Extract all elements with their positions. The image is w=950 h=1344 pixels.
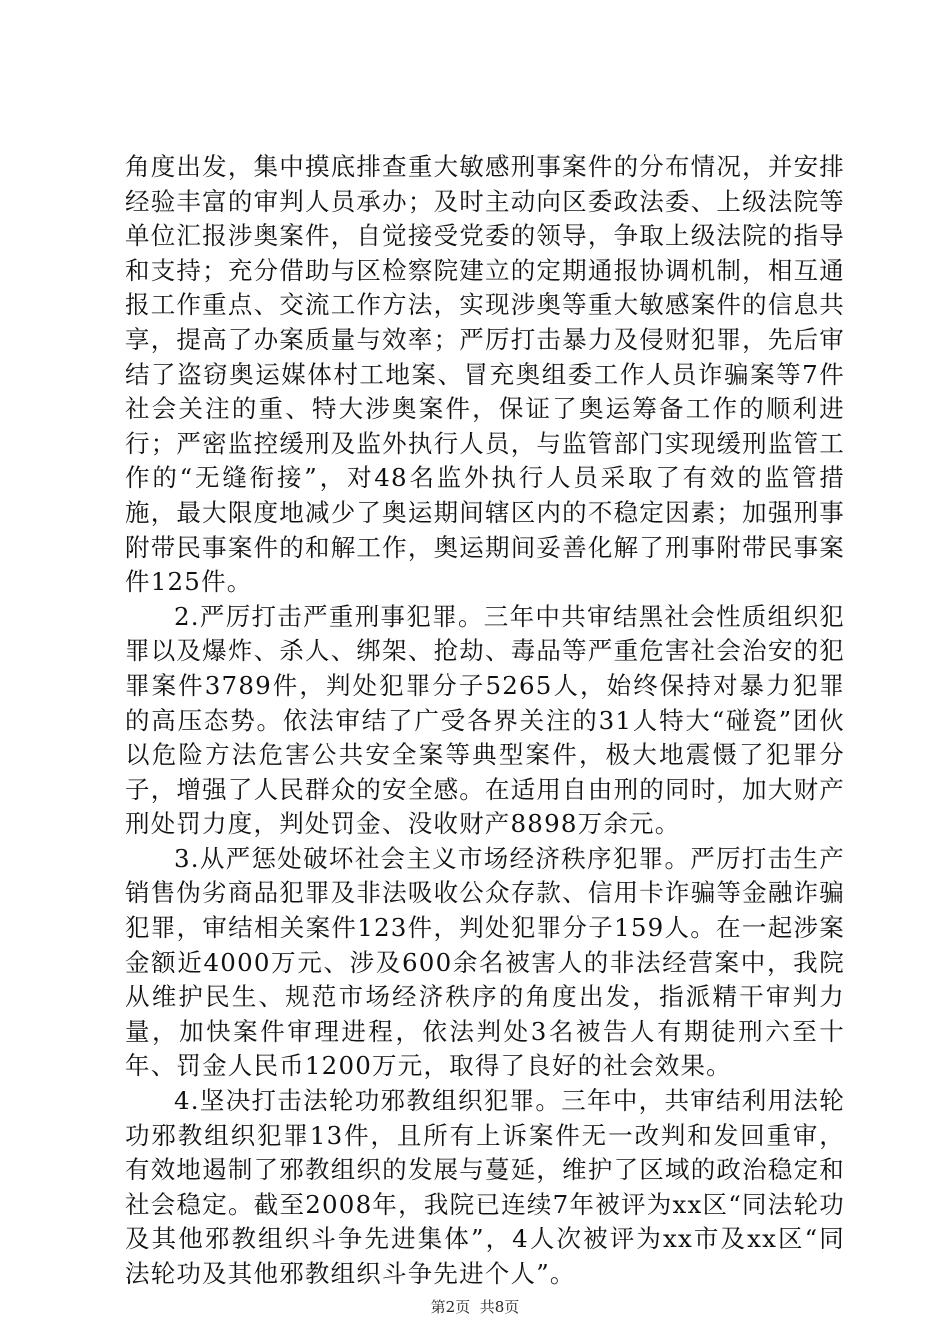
paragraph-cult-crimes: 4.坚决打击法轮功邪教组织犯罪。三年中，共审结利用法轮功邪教组织犯罪13件，且所有上诉案件无一改判和发回重审，有效地遏制了邪教组织的发展与蔓延，维护了区域的政治稳定和社会稳定。截至2008年，我院已连续7年被评为xx区“同法轮功及其他邪教组织斗争先进集体”，4人次被评为xx市及xx区“同法轮功及其他邪教组织斗争先进个人”。 [125, 1086, 845, 1288]
footer-separator [470, 1298, 480, 1316]
body-text [125, 150, 845, 1292]
paragraph-economic-crimes: 3.从严惩处破坏社会主义市场经济秩序犯罪。严厉打击生产销售伪劣商品犯罪及非法吸收公众存款、信用卡诈骗等金融诈骗犯罪，审结相关案件123件，判处犯罪分子159人。在一起涉案金额近4000万元、涉及600余名被害人的非法经营案中，我院从维护民生、规范市场经济秩序的角度出发，指派精干审判力量，加快案件审理进程，依法判处3名被告人有期徒刑六至十年、罚金人民币1200万元，取得了良好的社会效果。 [125, 843, 845, 1081]
paragraph-serious-crimes: 2.严厉打击严重刑事犯罪。三年中共审结黑社会性质组织犯罪以及爆炸、杀人、绑架、抢劫、毒品等严重危害社会治安的犯罪案件3789件，判处犯罪分子5265人，始终保持对暴力犯罪的高压态势。依法审结了广受各界关注的31人特大“碰瓷”团伙以危险方法危害公共安全案等典型案件，极大地震慑了犯罪分子，增强了人民群众的安全感。在适用自由刑的同时，加大财产刑处罚力度，判处罚金、没收财产8898万余元。 [125, 601, 845, 839]
page-footer [0, 1297, 950, 1317]
paragraph-olympic-cases: 角度出发，集中摸底排查重大敏感刑事案件的分布情况，并安排经验丰富的审判人员承办；及时主动向区委政法委、上级法院等单位汇报涉奥案件，自觉接受党委的领导，争取上级法院的指导和支持；充分借助与区检察院建立的定期通报协调机制，相互通报工作重点、交流工作方法，实现涉奥等重大敏感案件的信息共享，提高了办案质量与效率；严厉打击暴力及侵财犯罪，先后审结了盗窃奥运媒体村工地案、冒充奥组委工作人员诈骗案等7件社会关注的重、特大涉奥案件，保证了奥运筹备工作的顺利进行；严密监控缓刑及监外执行人员，与监管部门实现缓刑监管工作的“无缝衔接”，对48名监外执行人员采取了有效的监管措施，最大限度地减少了奥运期间辖区内的不稳定因素；加强刑事附带民事案件的和解工作，奥运期间妥善化解了刑事附带民事案件125件。 [125, 152, 845, 597]
page-total: 共8页 [479, 1298, 520, 1316]
page-number: 第2页 [430, 1298, 471, 1316]
